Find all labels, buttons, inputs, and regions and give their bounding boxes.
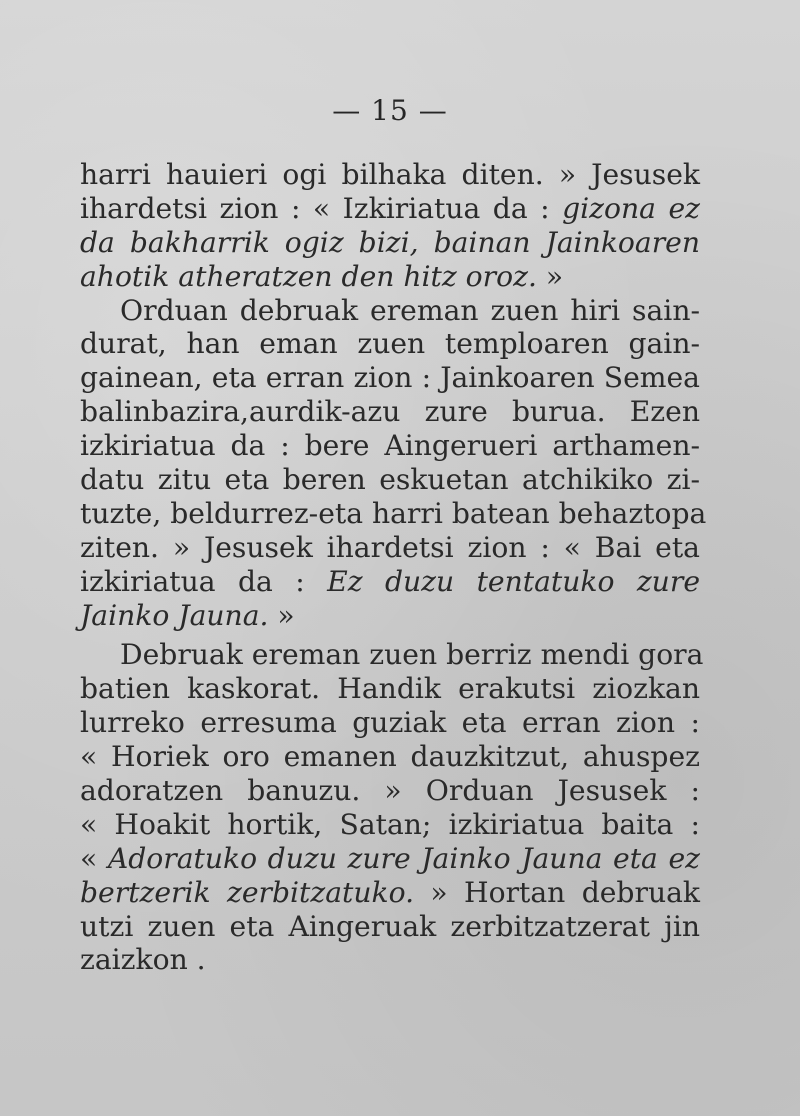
text-line: gainean, eta erran zion : Jainkoaren Semea (80, 361, 700, 395)
text-line: izkiriatua da : Ez duzu tentatuko zure (80, 564, 700, 598)
paragraph-first-line: Orduan debruak ereman zuen hiri sain- (120, 293, 700, 327)
text-line: da bakharrik ogiz bizi, bainan Jainkoaren (80, 225, 700, 259)
text-line: datu zitu eta beren eskuetan atchikiko zi- (80, 463, 700, 497)
text-line: zaizkon . (80, 943, 206, 977)
text-line: izkiriatua da : bere Aingerueri arthamen- (80, 429, 700, 463)
text-line: « Adoratuko duzu zure Jainko Jauna eta ez (80, 841, 700, 875)
text-line: « Hoakit hortik, Satan; izkiriatua baita : (80, 807, 700, 841)
text-line: « Horiek oro emanen dauzkitzut, ahuspez (80, 740, 700, 774)
text-line: batien kaskorat. Handik erakutsi ziozkan (80, 672, 700, 706)
text-line: balinbazira,aurdik-azu zure burua. Ezen (80, 395, 700, 429)
body-text (80, 158, 707, 977)
text-line: adoratzen banuzu. » Orduan Jesusek : (80, 774, 700, 808)
text-line: ihardetsi zion : « Izkiriatua da : gizona ez (80, 191, 700, 225)
page-number: — 15 — (332, 94, 448, 127)
text-line: harri hauieri ogi bilhaka diten. » Jesusek (80, 158, 700, 191)
text-line: bertzerik zerbitzatuko. » Hortan debruak (80, 875, 700, 909)
text-line: ziten. » Jesusek ihardetsi zion : « Bai eta (80, 530, 700, 564)
text-line: lurreko erresuma guziak eta erran zion : (80, 706, 700, 740)
paragraph-first-line: Debruak ereman zuen berriz mendi gora (120, 638, 704, 672)
text-line: utzi zuen eta Aingeruak zerbitzatzerat jin (80, 909, 700, 943)
text-line: tuzte, beldurrez-eta harri batean behaztopa (80, 496, 707, 530)
text-line: Jainko Jauna. » (80, 598, 295, 632)
text-line: durat, han eman zuen temploaren gain- (80, 327, 700, 361)
text-line: ahotik atheratzen den hitz oroz. » (80, 259, 564, 293)
